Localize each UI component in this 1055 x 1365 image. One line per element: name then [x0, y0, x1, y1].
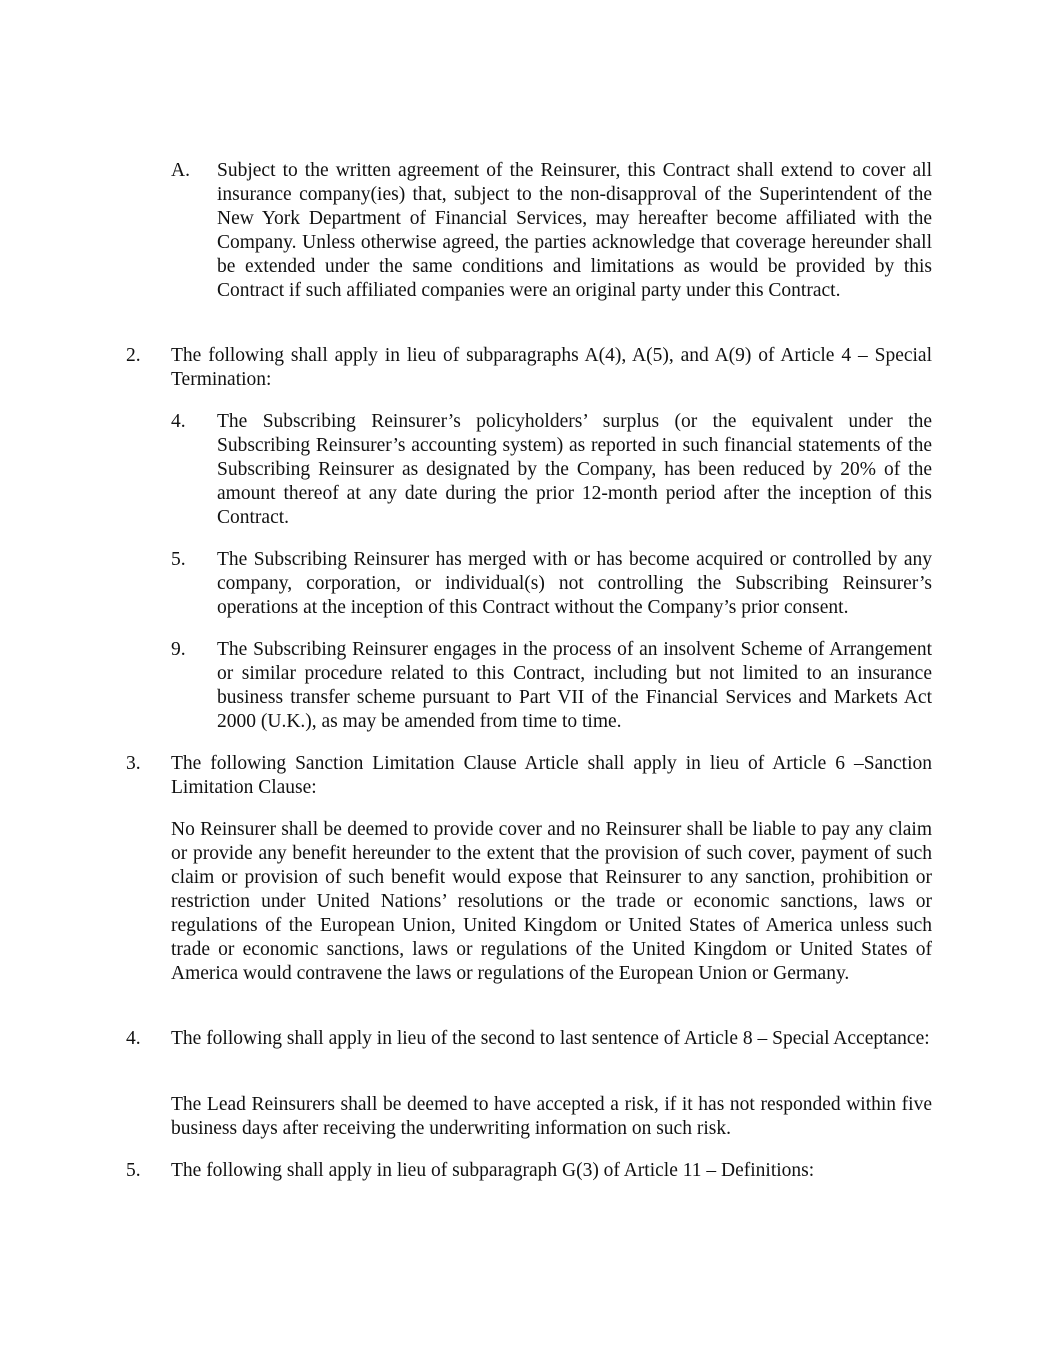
item-4-body: The Lead Reinsurers shall be deemed to have accepted a risk, if it has not responded within five business days after receiving the underwriting information on such risk. — [171, 1094, 932, 1139]
item-4-text: The following shall apply in lieu of the second to last sentence of Article 8 – Special Acceptance: — [171, 1028, 930, 1049]
item-3-body: No Reinsurer shall be deemed to provide cover and no Reinsurer shall be liable to pay any claim or provide any benefit hereunder to the extent that the provision of such cover, payment of such claim or provision of such benefit would expose that Reinsurer to any sanction, prohibition or restriction under United Nations’ resolutions or the trade or economic sanctions, laws or regulations of the European Union, United Kingdom or United States of America unless such trade or economic sanctions, laws or regulations of the United Kingdom or United States of America would contravene the laws or regulations of the European Union or Germany. — [171, 819, 932, 984]
item-5-label: 5. — [126, 1160, 141, 1181]
subitem-9-text: The Subscribing Reinsurer engages in the process of an insolvent Scheme of Arrangement or similar procedure related to this Contract, including but not limited to an insurance business transfer scheme pursuant to Part VII of the Financial Services and Markets Act 2000 (U.K.), as may be amended from time to time. — [217, 639, 932, 732]
item-5-text: The following shall apply in lieu of subparagraph G(3) of Article 11 – Definitions: — [171, 1160, 815, 1181]
item-3-text: The following Sanction Limitation Clause Article shall apply in lieu of Article 6 –Sanction Limitation Clause: — [171, 753, 932, 798]
item-2-label: 2. — [126, 345, 141, 366]
subitem-5-text: The Subscribing Reinsurer has merged with or has become acquired or controlled by any company, corporation, or individual(s) not controlling the Subscribing Reinsurer’s operations at the inception of this Contract without the Company’s prior consent. — [217, 549, 932, 618]
item-a-label: A. — [171, 160, 190, 181]
subitem-4-text: The Subscribing Reinsurer’s policyholders’ surplus (or the equivalent under the Subscribing Reinsurer’s accounting system) as reported in such financial statements of the Subscribing Reinsurer as designated by the Company, has been reduced by 20% of the amount thereof at any date during the prior 12-month period after the inception of this Contract. — [217, 411, 932, 528]
subitem-5-label: 5. — [171, 549, 186, 570]
item-2-text: The following shall apply in lieu of subparagraphs A(4), A(5), and A(9) of Article 4 – Special Termination: — [171, 345, 932, 390]
item-4-label: 4. — [126, 1028, 141, 1049]
subitem-9-label: 9. — [171, 639, 186, 660]
subitem-4-label: 4. — [171, 411, 186, 432]
item-a-text: Subject to the written agreement of the Reinsurer, this Contract shall extend to cover all insurance company(ies) that, subject to the non-disapproval of the Superintendent of the New York Department of Financial Services, may hereafter become affiliated with the Company. Unless otherwise agreed, the parties acknowledge that coverage hereunder shall be extended under the same conditions and limitations as would be provided by this Contract if such affiliated companies were an original party under this Contract. — [217, 160, 932, 301]
item-3-label: 3. — [126, 753, 141, 774]
